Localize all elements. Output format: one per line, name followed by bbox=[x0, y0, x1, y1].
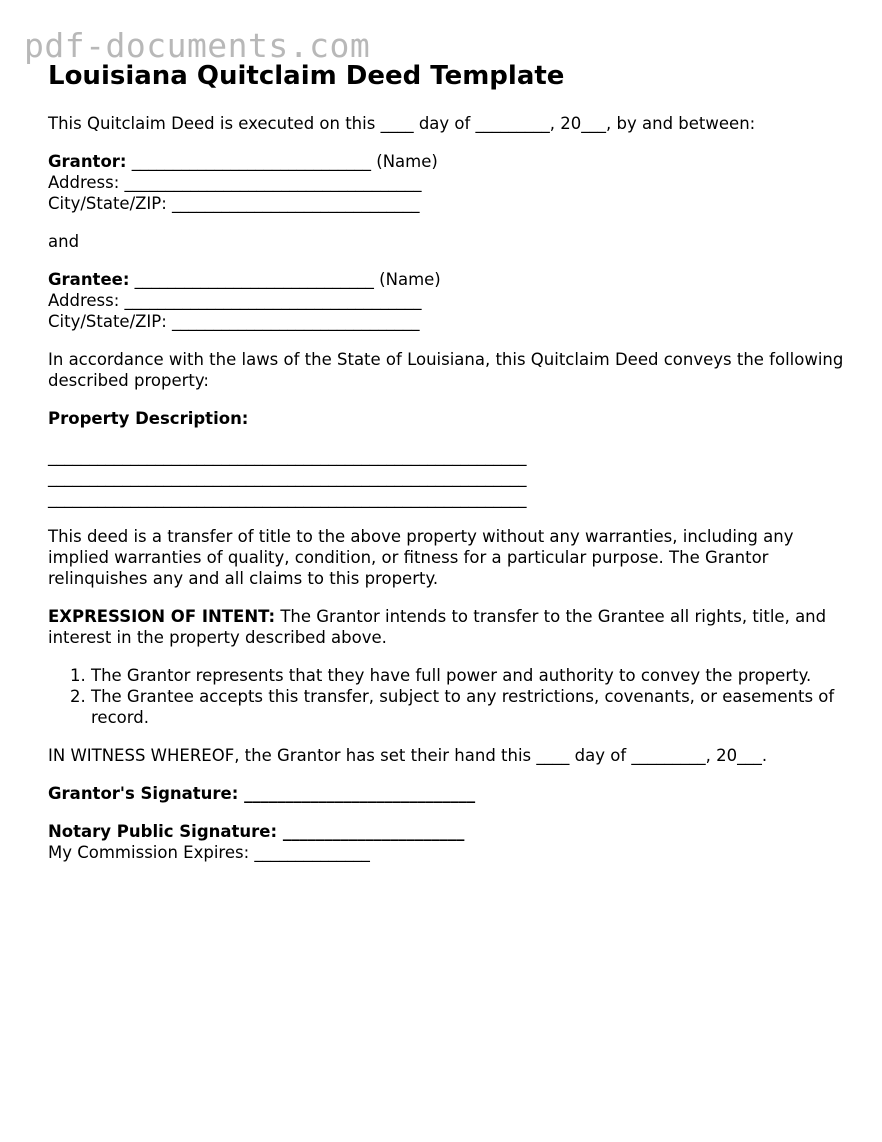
intro-paragraph: This Quitclaim Deed is executed on this ____ day of _________, 20___, by and between: bbox=[48, 114, 756, 133]
grantee-label: Grantee: bbox=[48, 270, 130, 289]
list-item: 2. The Grantee accepts this transfer, subject to any restrictions, covenants, or easements of record. bbox=[91, 686, 848, 728]
property-line: __________________________________________________________ bbox=[48, 447, 527, 466]
notary-signature-field: ______________________ bbox=[277, 822, 465, 841]
property-description-lines bbox=[48, 446, 848, 509]
grantor-signature-label: Grantor's Signature: bbox=[48, 784, 239, 803]
grantor-signature-line bbox=[48, 783, 848, 804]
document-page bbox=[48, 56, 848, 863]
grantor-name-line bbox=[48, 151, 848, 172]
grantor-name-field: _____________________________ (Name) bbox=[126, 152, 438, 171]
grantor-address-line: Address: ____________________________________ bbox=[48, 173, 422, 192]
document-title: Louisiana Quitclaim Deed Template bbox=[48, 61, 565, 91]
and-text: and bbox=[48, 232, 80, 251]
notary-block bbox=[48, 821, 848, 863]
commission-expires-line: My Commission Expires: ______________ bbox=[48, 843, 370, 862]
grantor-label: Grantor: bbox=[48, 152, 127, 171]
property-line: __________________________________________________________ bbox=[48, 468, 527, 487]
grantor-city-line: City/State/ZIP: ______________________________ bbox=[48, 194, 420, 213]
list-item: 1. The Grantor represents that they have full power and authority to convey the property. bbox=[91, 665, 848, 686]
grantee-name-line bbox=[48, 269, 848, 290]
intent-text: The Grantor intends to transfer to the Grantee all rights, title, and interest in the property described above. bbox=[48, 607, 827, 647]
notary-signature-line bbox=[48, 821, 848, 842]
watermark: pdf-documents.com bbox=[24, 26, 371, 65]
grantee-name-field: _____________________________ (Name) bbox=[129, 270, 441, 289]
grantee-address-line: Address: ____________________________________ bbox=[48, 291, 422, 310]
grantor-signature-field: ____________________________ bbox=[238, 784, 476, 803]
grantee-city-line: City/State/ZIP: ______________________________ bbox=[48, 312, 420, 331]
witness-paragraph: IN WITNESS WHEREOF, the Grantor has set their hand this ____ day of _________, 20___. bbox=[48, 746, 768, 765]
representations-list bbox=[48, 665, 848, 728]
transfer-paragraph: This deed is a transfer of title to the above property without any warranties, including any implied warranties of quality, condition, or fitness for a particular purpose. The Grantor relinquishes any and all claims to this property. bbox=[48, 527, 794, 588]
grantee-block bbox=[48, 269, 848, 332]
notary-signature-label: Notary Public Signature: bbox=[48, 822, 278, 841]
property-line: __________________________________________________________ bbox=[48, 489, 527, 508]
property-description-heading: Property Description: bbox=[48, 409, 249, 428]
grantor-block bbox=[48, 151, 848, 214]
intent-label: EXPRESSION OF INTENT: bbox=[48, 607, 276, 626]
intent-paragraph bbox=[48, 606, 848, 648]
accordance-paragraph: In accordance with the laws of the State of Louisiana, this Quitclaim Deed conveys the following described property: bbox=[48, 350, 844, 390]
